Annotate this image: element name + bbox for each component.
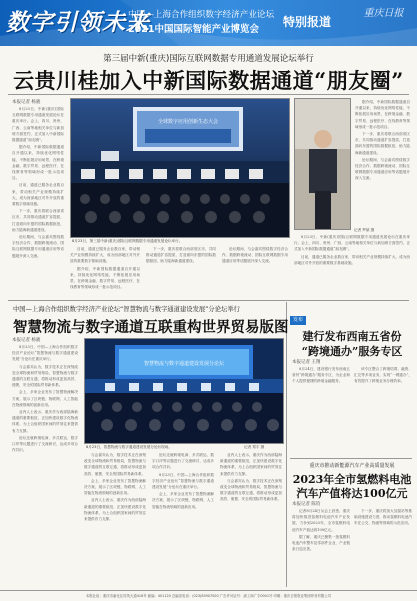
- side2-column-2: [354, 508, 412, 588]
- article1-paragraph: 据介绍，中新国际数据通道自开通以来，持续优化网络性能，不断拓展应用场景，在跨境金融、数字贸易、远程医疗、在线教育等领域形成一批示范项目。: [355, 100, 410, 129]
- banner-title: 数字引领未来: [6, 10, 150, 36]
- article2-paragraph: 会上，多家企业发布了智慧物流解决方案，展示了区块链、物联网、人工智能在物流领域的创新应用。: [12, 390, 78, 407]
- article2-kicker: 中国—上海合作组织数字经济产业论坛“智慧物流与数字通道建设发展”分论坛举行: [13, 306, 240, 313]
- article1-byline: 本报记者 杨骏: [12, 100, 41, 105]
- article2-photo-credit: 记者 郑宇 摄: [244, 445, 265, 449]
- masthead-logo: 重庆日报: [363, 8, 404, 19]
- article1-paragraph: 目前，通道已服务企业数百家，带动相关产业规模持续扩大，成为西部地区对外开放的重要数字基础设施。: [294, 254, 410, 265]
- article2-column-4: [220, 452, 282, 588]
- article1-paragraph: 8月23日，中新(重庆)国际互联网数据专用通道发展论坛在重庆举行。会上，四川、贵州、广西、云南等地相关单位与新加坡方面签约，正式加入中新国际数据通道“朋友圈”。: [12, 107, 64, 143]
- page-footer: 本报社址：重庆市渝北区同茂大道416号 邮编：401120 总编室电话：(023)63907000 广告许可证号：渝工商广字0001号 印刷：重庆日报报业集团印务有限公司: [0, 590, 417, 601]
- article2-paragraph: 业内人士表示，重庆作为西部陆海新通道的重要枢纽，正加快建设数字化物流体系，为上合组织国家间的贸易往来提供有力支撑。: [84, 498, 146, 522]
- article2-paragraph: 8月23日，中国—上海合作组织数字经济产业论坛“智慧物流与数字通道建设发展”分论坛在重庆举行。: [12, 345, 78, 362]
- speaker-portrait-graphic: [295, 99, 350, 229]
- article2-headline: 智慧物流与数字通道互联重构世界贸易版图: [13, 319, 289, 336]
- side2-paragraph: 记者8月24日从会上获悉，重庆将加快推进氢燃料电池汽车产业发展，力争到2023年，全市氢燃料电池汽车产值达到100亿元。: [292, 509, 350, 532]
- photo1-screen-text: 全球数字应用创新生态大会: [157, 119, 219, 125]
- banner-subtitle-2: 2021中国国际智能产业博览会: [128, 24, 259, 35]
- banner-subtitle-1: 中国—上海合作组织数字经济产业论坛: [128, 10, 275, 20]
- article2-paragraph: 与会嘉宾认为，数字技术正在深刻改变全球物流和贸易格局，智慧物流与数字通道的互联互通，将推动形成更加高效、便捷、安全的国际贸易新体系。: [84, 453, 146, 476]
- photo2-screen-text: 智慧物流与数字通道建设发展分论坛: [143, 361, 225, 367]
- side2-column-1: [292, 508, 350, 588]
- page-banner: [0, 0, 417, 46]
- article1-paragraph: 论坛期间，与会嘉宾围绕数字经济合作、数据跨境流动、国际互联网数据专用通道应用等话题展开深入交流。: [222, 247, 288, 264]
- article2-paragraph: 业内人士表示，重庆作为西部陆海新通道的重要枢纽，正加快建设数字化物流体系，为上合组织国家间的贸易往来提供有力支撑。: [220, 453, 282, 476]
- side1-column-2: [354, 366, 412, 454]
- article2-paragraph: 8月23日，中国—上海合作组织数字经济产业论坛“智慧物流与数字通道建设发展”分论坛在重庆举行。: [152, 472, 214, 490]
- side2-paragraph: 下一步，重庆将加大加氢站等基础设施建设力度，推动氢燃料电池汽车在公交、物流等领域的示范应用。: [354, 509, 412, 526]
- article2-photo: [84, 338, 284, 444]
- conference-stage-graphic: [71, 99, 289, 237]
- article2-paragraph: 与会嘉宾认为，数字技术正在深刻改变全球物流和贸易格局，智慧物流与数字通道的互联互通，将推动形成更加高效、便捷、安全的国际贸易新体系。: [12, 364, 78, 388]
- article2-paragraph: 与会嘉宾认为，数字技术正在深刻改变全球物流和贸易格局，智慧物流与数字通道的互联互通，将推动形成更加高效、便捷、安全的国际贸易新体系。: [220, 478, 282, 502]
- side1-column-1: [292, 366, 350, 454]
- article1-paragraph: 论坛期间，与会嘉宾围绕数字经济合作、数据跨境流动、国际互联网数据专用通道应用等话题展开深入交流。: [355, 157, 410, 181]
- article1-kicker: 第三届中新(重庆)国际互联网数据专用通道发展论坛举行: [103, 54, 314, 64]
- article1-photo-caption: 8月23日，第三届中新(重庆)国际互联网数据专用通道发展论坛举行。: [72, 239, 183, 243]
- side2-headline-1: 2023年全市氢燃料电池: [292, 473, 412, 486]
- forum-hall-graphic: [85, 339, 283, 443]
- side2-paragraph: 据了解，重庆已聚集一批氢燃料电池汽车整车及零部件企业，产业链条日趋完善。: [292, 534, 350, 552]
- article1-paragraph: 据介绍，中新国际数据通道自开通以来，持续优化网络性能，不断拓展应用场景，在跨境金融、数字贸易、远程医疗、在线教育等领域形成一批示范项目。: [70, 266, 140, 290]
- article1-paragraph: 8月23日，中新(重庆)国际互联网数据专用通道发展论坛在重庆举行。会上，四川、贵州、广西、云南等地相关单位与新加坡方面签约，正式加入中新国际数据通道“朋友圈”。: [294, 235, 410, 252]
- article2-byline: 本报记者 杨骏: [12, 338, 41, 343]
- side1-paragraph: 该专区整合了跨境结算、融资、汇兑等多项业务，实现“一网通办”，有效提升了跨境业务办理效率。: [354, 367, 412, 384]
- article2-paragraph: 论坛还就跨境电商、多式联运、数字口岸等议题进行了交流研讨，达成多项合作共识。: [12, 435, 78, 453]
- side1-headline-1: 建行发布西南五省份: [302, 330, 402, 343]
- article2-column-2: [84, 452, 146, 588]
- side1-paragraph: 8月24日，建设银行发布西南五省份“跨境通办”服务专区，为企业和个人提供便捷的跨境金融服务。: [292, 367, 350, 384]
- article1-column-2: [70, 246, 140, 298]
- article2-photo-caption: 8月23日，智慧物流与数字通道建设发展分论坛现场。: [86, 445, 172, 449]
- side1-headline-2: “跨境通办”服务专区: [301, 345, 403, 358]
- article1-headline: 云贵川桂加入中新国际数据通道“朋友圈”: [13, 68, 404, 93]
- article1-paragraph: 论坛期间，与会嘉宾围绕数字经济合作、数据跨境流动、国际互联网数据专用通道应用等话题展开深入交流。: [12, 235, 64, 258]
- article2-paragraph: 会上，多家企业发布了智慧物流解决方案，展示了区块链、物联网、人工智能在物流领域的创新应用。: [152, 492, 214, 509]
- headline-rule: [8, 94, 409, 95]
- article1-column-3: [146, 246, 216, 298]
- article1-paragraph: 据介绍，中新国际数据通道自开通以来，持续优化网络性能，不断拓展应用场景，在跨境金融、数字贸易、远程医疗、在线教育等领域形成一批示范项目。: [12, 145, 64, 181]
- article2-paragraph: 论坛还就跨境电商、多式联运、数字口岸等议题进行了交流研讨，达成多项合作共识。: [152, 453, 214, 470]
- side1-tag: 发布: [290, 316, 306, 325]
- side2-headline-2: 汽车产值将达100亿元: [296, 487, 408, 500]
- side2-kicker: 重庆市推动新能源汽车产业高质量发展: [309, 463, 395, 469]
- side1-byline: 本报记者 王翔: [292, 360, 321, 365]
- column-rule: [286, 302, 287, 587]
- special-report-label: 特别报道: [283, 15, 332, 29]
- section-rule: [8, 300, 409, 301]
- article1-column-1: [12, 106, 64, 298]
- article2-paragraph: 业内人士表示，重庆作为西部陆海新通道的重要枢纽，正加快建设数字化物流体系，为上合组织国家间的贸易往来提供有力支撑。: [12, 410, 78, 433]
- article1-paragraph: 下一步，重庆将联合西部省区市，共同推动通道扩容提质，打造面向东盟的国际数据枢纽，助力陆海新通道建设。: [355, 132, 410, 155]
- article1-paragraph: 下一步，重庆将联合西部省区市，共同推动通道扩容提质，打造面向东盟的国际数据枢纽，助力陆海新通道建设。: [12, 209, 64, 232]
- article2-column-3: [152, 452, 214, 588]
- speaker-photo: [294, 98, 351, 230]
- side-rule: [290, 458, 412, 459]
- article1-paragraph: 目前，通道已服务企业数百家，带动相关产业规模持续扩大，成为西部地区对外开放的重要数字基础设施。: [12, 183, 64, 207]
- article2-paragraph: 会上，多家企业发布了智慧物流解决方案，展示了区块链、物联网、人工智能在物流领域的创新应用。: [84, 478, 146, 496]
- article1-paragraph: 下一步，重庆将联合西部省区市，共同推动通道扩容提质，打造面向东盟的国际数据枢纽，助力陆海新通道建设。: [146, 247, 216, 264]
- article1-column-4: [222, 246, 288, 298]
- article1-column-5: [294, 234, 410, 298]
- article2-column-1: [12, 344, 78, 588]
- side2-byline: 本报记者 陈钧: [292, 502, 321, 507]
- article1-photo: [70, 98, 290, 238]
- article1-photo-credit: 记者 罗斌 摄: [354, 228, 375, 232]
- article1-paragraph: 目前，通道已服务企业数百家，带动相关产业规模持续扩大，成为西部地区对外开放的重要数字基础设施。: [70, 247, 140, 264]
- article1-column-right: [355, 99, 410, 223]
